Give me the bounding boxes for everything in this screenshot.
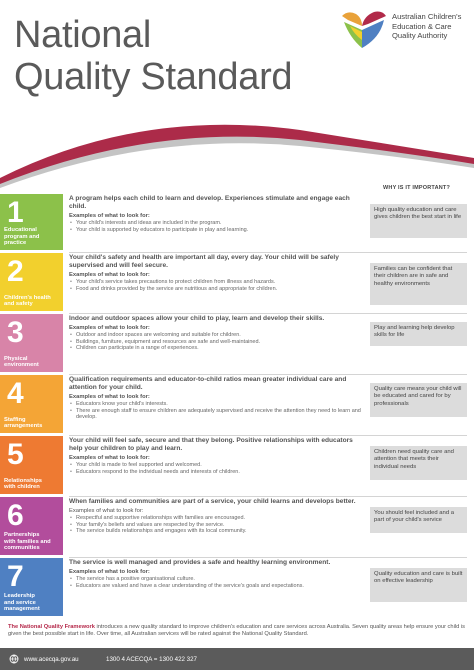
logo-line-3: Quality Authority	[392, 31, 448, 41]
area-number: 2	[7, 255, 24, 288]
why-box: Children need quality care and attention that meets their individual needs	[370, 446, 467, 480]
area-name-line: Relationships	[4, 477, 43, 484]
area-1-badge	[0, 194, 63, 250]
area-statement: Your child will feel safe, secure and that they belong. Positive relationships with educators help your children to play and learn.	[69, 437, 353, 452]
why-important-heading: WHY IS IT IMPORTANT?	[383, 185, 451, 191]
area-number: 5	[7, 438, 24, 471]
area-statement: Indoor and outdoor spaces allow your child to play, learn and develop their skills.	[69, 315, 325, 322]
examples-heading: Examples of what to look for:	[69, 508, 144, 514]
area-name-line: practice	[4, 240, 27, 247]
area-7-content	[69, 559, 367, 589]
example-item: • Children can participate in a range of experiences.	[69, 345, 367, 352]
intro-highlight: The National Quality Framework	[8, 624, 95, 630]
area-4-badge	[0, 375, 63, 433]
area-name	[4, 593, 40, 613]
area-statement: The service is well managed and provides a safe and healthy learning environment.	[69, 559, 331, 566]
area-name	[4, 417, 42, 430]
example-item: • Your child is supported by educators to participate in play and learning.	[69, 227, 367, 234]
why-box: Quality education and care is built on effective leadership	[370, 568, 467, 602]
example-item: • Your child's service takes precautions to protect children from illness and hazards.	[69, 279, 367, 286]
examples-heading: Examples of what to look for:	[69, 272, 150, 278]
decorative-swoosh	[0, 118, 474, 188]
area-2-content	[69, 254, 367, 292]
example-item: • Respectful and supportive relationships with families are encouraged.	[69, 515, 367, 522]
quality-area-2	[0, 253, 474, 311]
globe-icon	[9, 654, 19, 664]
area-3-badge	[0, 314, 63, 372]
example-item: • Food and drinks provided by the service are nutritious and appropriate for children.	[69, 286, 367, 293]
logo-text	[392, 12, 461, 41]
area-name-line: management	[4, 606, 40, 613]
quality-area-6	[0, 497, 474, 555]
title-line-2: Quality Standard	[14, 56, 293, 98]
example-item: • Your child's interests and ideas are included in the program.	[69, 220, 367, 227]
examples-heading: Examples of what to look for:	[69, 213, 150, 219]
area-statement: A program helps each child to learn and develop. Experiences stimulate and engage each child.	[69, 195, 350, 210]
area-number: 7	[7, 560, 24, 593]
why-box: Play and learning help develop skills for life	[370, 322, 467, 346]
area-name	[4, 295, 51, 308]
example-item: • Buildings, furniture, equipment and resources are safe and well-maintained.	[69, 339, 367, 346]
area-name-line: with families and	[4, 538, 51, 545]
area-6-content	[69, 498, 367, 535]
example-item: • Educators know your child's interests.	[69, 401, 367, 408]
acecqa-logo	[338, 8, 470, 54]
area-number: 1	[7, 196, 24, 229]
examples-heading: Examples of what to look for:	[69, 325, 150, 331]
area-3-content	[69, 315, 367, 352]
area-name-line: and service	[4, 599, 36, 606]
why-box: You should feel included and a part of your child's service	[370, 507, 467, 533]
phone-number: 1300 4 ACECQA = 1300 422 327	[106, 656, 197, 663]
area-statement: Your child's safety and health are important all day, every day. Your child will be safely supervised and will feel secure.	[69, 254, 339, 269]
area-statement: When families and communities are part of a service, your child learns and develops better.	[69, 498, 356, 505]
area-name-line: arrangements	[4, 423, 43, 430]
quality-area-7	[0, 558, 474, 616]
title-line-1: National	[14, 14, 152, 56]
area-name-line: program and	[4, 233, 40, 240]
area-name	[4, 532, 51, 552]
why-box: Quality care means your child will be educated and cared for by professionals	[370, 383, 467, 417]
area-name-line: environment	[4, 362, 39, 369]
examples-heading: Examples of what to look for:	[69, 569, 150, 575]
intro-paragraph	[8, 624, 468, 638]
website-link[interactable]: www.acecqa.gov.au	[24, 656, 79, 663]
area-name-line: communities	[4, 545, 40, 552]
quality-area-3	[0, 314, 474, 372]
quality-area-4	[0, 375, 474, 433]
example-item: • The service builds relationships and engages with its local community.	[69, 528, 367, 535]
quality-area-1	[0, 194, 474, 250]
logo-heart-icon	[338, 8, 388, 52]
page-title	[14, 14, 292, 98]
logo-line-2: Education & Care	[392, 21, 452, 31]
area-name-line: with children	[4, 484, 40, 491]
area-name-line: Leadership	[4, 593, 35, 600]
quality-area-5	[0, 436, 474, 494]
area-name-line: Staffing	[4, 416, 26, 423]
area-5-content	[69, 437, 367, 475]
example-item: • Educators respond to the individual needs and interests of children.	[69, 469, 367, 476]
why-box: Families can be confident that their children are in safe and healthy environments	[370, 263, 467, 305]
area-name-line: Educational	[4, 227, 37, 234]
example-item: • Your family's beliefs and values are respected by the service.	[69, 522, 367, 529]
area-number: 3	[7, 316, 24, 349]
area-name	[4, 478, 42, 491]
example-item: • Your child is made to feel supported and welcomed.	[69, 462, 367, 469]
area-2-badge	[0, 253, 63, 311]
area-name-line: Children's health	[4, 294, 51, 301]
example-item: • The service has a positive organisational culture.	[69, 576, 367, 583]
intro-text: introduces a new quality standard to improve children's education and care services across Australia. Seven quality areas help ensure your child is given the best possible start in life. Over time, all Australian services will be rated against the National Quality Standard.	[8, 624, 465, 638]
area-name	[4, 227, 39, 247]
area-name-line: and safety	[4, 301, 33, 308]
area-number: 6	[7, 499, 24, 532]
area-number: 4	[7, 377, 24, 410]
example-item: • Outdoor and indoor spaces are welcoming and suitable for children.	[69, 332, 367, 339]
area-5-badge	[0, 436, 63, 494]
footer-bar	[0, 648, 474, 670]
area-6-badge	[0, 497, 63, 555]
area-7-badge	[0, 558, 63, 616]
area-name-line: Partnerships	[4, 532, 40, 539]
examples-heading: Examples of what to look for:	[69, 455, 150, 461]
area-statement: Qualification requirements and educator-to-child ratios mean greater individual care and attention for your child.	[69, 376, 347, 391]
area-1-content	[69, 195, 367, 233]
logo-line-1: Australian Children's	[392, 12, 462, 21]
example-item: • Educators are valued and have a clear understanding of the service's goals and expectations.	[69, 583, 367, 590]
area-name-line: Physical	[4, 355, 28, 362]
examples-heading: Examples of what to look for:	[69, 394, 150, 400]
area-name	[4, 356, 39, 369]
area-4-content	[69, 376, 367, 421]
example-item: • There are enough staff to ensure children are adequately supervised and receive the attention they need to learn and develop.	[69, 408, 367, 421]
why-box: High quality education and care gives children the best start in life	[370, 204, 467, 238]
